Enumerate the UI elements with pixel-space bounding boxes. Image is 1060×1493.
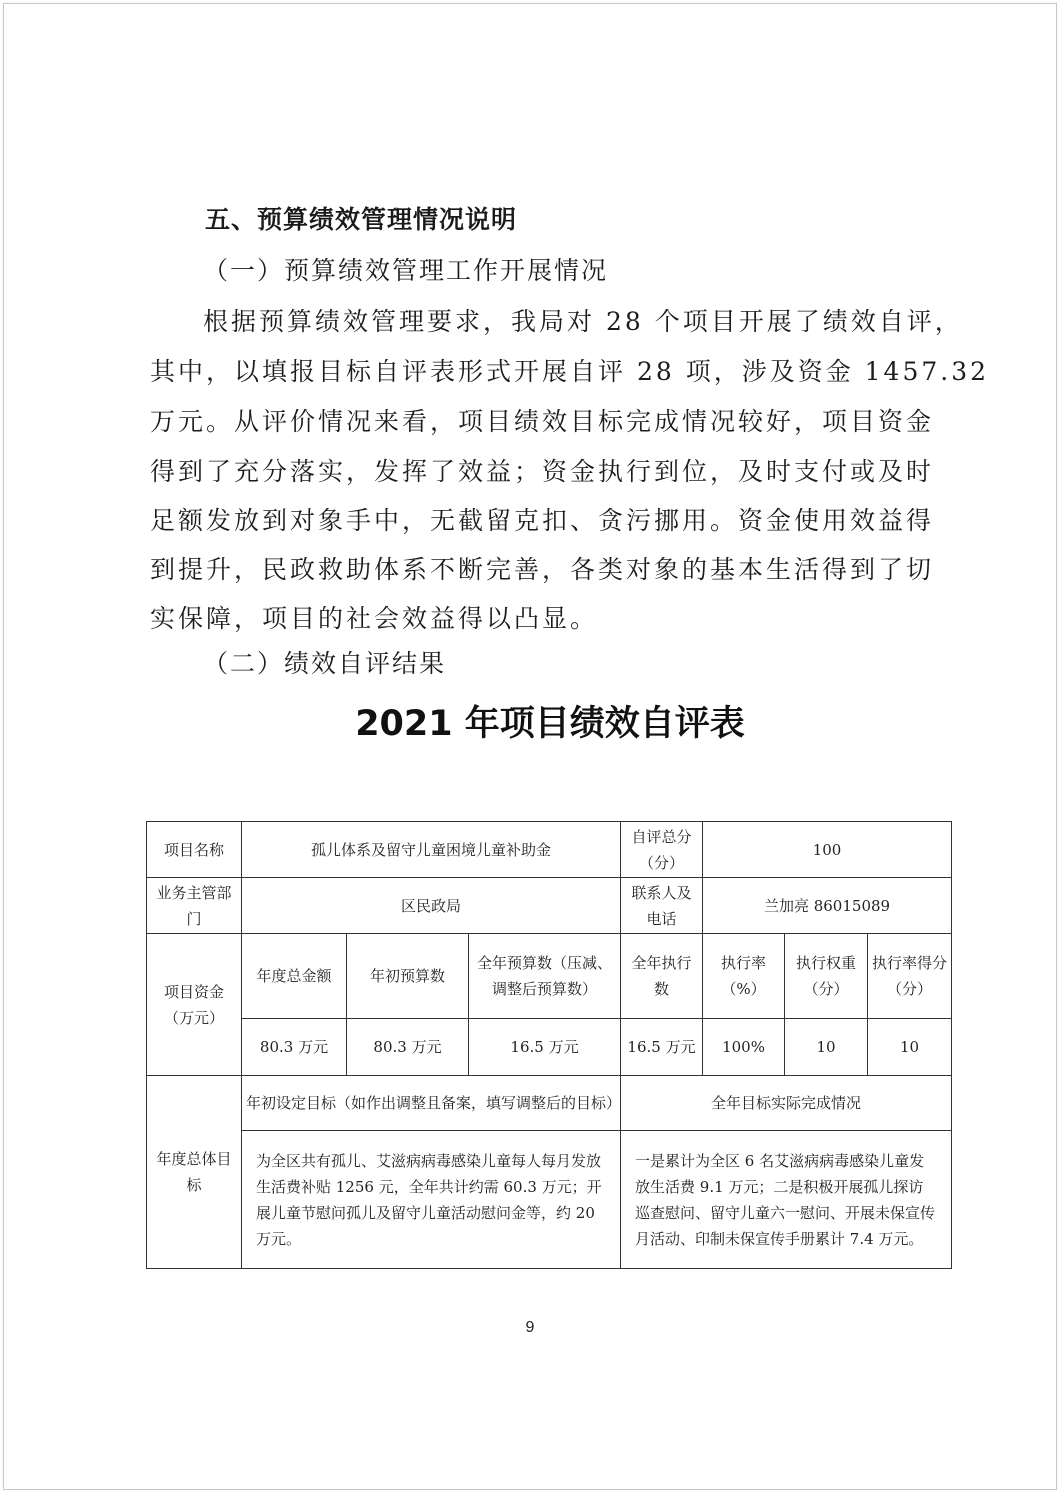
set-goal-header: 年初设定目标（如作出调整且备案，填写调整后的目标） — [242, 1076, 621, 1131]
department-value: 区民政局 — [242, 878, 621, 934]
section-heading: 五、预算绩效管理情况说明 — [205, 205, 518, 234]
paragraph-line: 根据预算绩效管理要求，我局对 28 个项目开展了绩效自评， — [203, 307, 963, 336]
funds-header: 全年预算数（压减、调整后预算数） — [469, 934, 621, 1019]
funds-header: 执行率（%） — [703, 934, 785, 1019]
paragraph-line: 足额发放到对象手中，无截留克扣、贪污挪用。资金使用效益得 — [150, 506, 935, 535]
subsection-heading-1: （一）预算绩效管理工作开展情况 — [203, 256, 609, 285]
funds-value: 100% — [703, 1019, 785, 1076]
paragraph-line: 其中，以填报目标自评表形式开展自评 28 项，涉及资金 1457.32 — [150, 357, 990, 386]
funds-header: 年初预算数 — [347, 934, 469, 1019]
table-title: 2021 年项目绩效自评表 — [355, 704, 745, 744]
contact-label: 联系人及电话 — [621, 878, 703, 934]
paragraph-line: 万元。从评价情况来看，项目绩效目标完成情况较好，项目资金 — [150, 407, 935, 436]
funds-value: 80.3 万元 — [242, 1019, 347, 1076]
annual-goal-label: 年度总体目标 — [147, 1076, 242, 1269]
actual-completion-text: 一是累计为全区 6 名艾滋病病毒感染儿童发放生活费 9.1 万元；二是积极开展孤儿探访巡查慰问、留守儿童六一慰问、开展未保宣传月活动、印制未保宣传手册累计 7.4 万元。 — [621, 1131, 952, 1269]
funds-header: 年度总金额 — [242, 934, 347, 1019]
project-name-label: 项目名称 — [147, 822, 242, 878]
funds-value: 16.5 万元 — [621, 1019, 703, 1076]
paragraph-line: 实保障，项目的社会效益得以凸显。 — [150, 604, 599, 633]
funds-value: 10 — [785, 1019, 868, 1076]
paragraph-line: 得到了充分落实，发挥了效益；资金执行到位，及时支付或及时 — [150, 457, 935, 486]
page-number: 9 — [525, 1319, 535, 1336]
project-name-value: 孤儿体系及留守儿童困境儿童补助金 — [242, 822, 621, 878]
funds-value: 80.3 万元 — [347, 1019, 469, 1076]
funds-value: 16.5 万元 — [469, 1019, 621, 1076]
funds-header: 全年执行数 — [621, 934, 703, 1019]
contact-value: 兰加亮 86015089 — [703, 878, 952, 934]
self-evaluation-table — [146, 821, 952, 1269]
funds-header: 执行权重（分） — [785, 934, 868, 1019]
self-score-value: 100 — [703, 822, 952, 878]
funds-label: 项目资金（万元） — [147, 934, 242, 1076]
set-goal-text: 为全区共有孤儿、艾滋病病毒感染儿童每人每月发放生活费补贴 1256 元，全年共计约需 60.3 万元；开展儿童节慰问孤儿及留守儿童活动慰问金等，约 20 万元。 — [242, 1131, 621, 1269]
subsection-heading-2: （二）绩效自评结果 — [203, 649, 447, 678]
paragraph-line: 到提升，民政救助体系不断完善，各类对象的基本生活得到了切 — [150, 555, 935, 584]
funds-value: 10 — [868, 1019, 952, 1076]
actual-completion-header: 全年目标实际完成情况 — [621, 1076, 952, 1131]
funds-header: 执行率得分（分） — [868, 934, 952, 1019]
department-label: 业务主管部门 — [147, 878, 242, 934]
self-score-label: 自评总分（分） — [621, 822, 703, 878]
